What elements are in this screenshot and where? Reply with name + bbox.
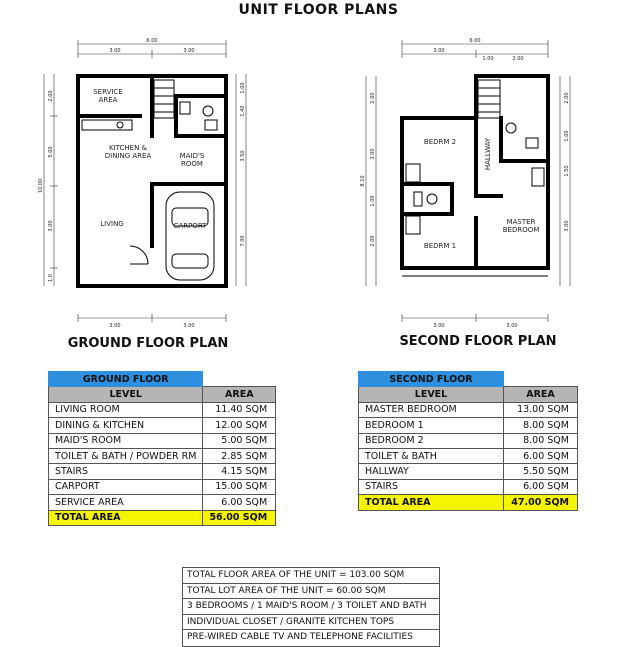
dim-left-4: 1.0: [48, 274, 54, 282]
room-maids-line1: MAID'S: [179, 152, 205, 160]
ground-col-area: AREA: [203, 387, 276, 402]
ground-col-level: LEVEL: [49, 387, 203, 402]
table-row: BEDROOM 2 8.00 SQM: [359, 433, 578, 448]
dim-left-3: 3.00: [48, 220, 54, 232]
table-row: HALLWAY 5.50 SQM: [359, 464, 578, 479]
second-floor-plan-label: SECOND FLOOR PLAN: [399, 334, 557, 349]
dim-right-4-2: 3.00: [564, 220, 570, 232]
table-row: STAIRS 4.15 SQM: [49, 464, 276, 479]
dim-bottom-left: 3.00: [109, 323, 121, 329]
dim-top-right: 3.00: [183, 48, 195, 54]
second-floor-table: [358, 371, 578, 511]
car-icon: [166, 192, 214, 280]
table-row: LIVING ROOM 11.40 SQM: [49, 402, 276, 417]
dim-right-3-2: 1.50: [564, 165, 570, 177]
table-row: MASTER BEDROOM 13.00 SQM: [359, 402, 578, 417]
ground-floor-plan: [30, 36, 260, 336]
page-title: UNIT FLOOR PLANS: [238, 2, 399, 18]
dim-right-1-2: 2.00: [564, 92, 570, 104]
dim-left-total-2: 8.10: [360, 175, 366, 187]
summary-line: INDIVIDUAL CLOSET / GRANITE KITCHEN TOPS: [183, 615, 439, 631]
room-bedroom-2: BEDRM 2: [423, 138, 457, 146]
dim-top-mid-2: 1.00: [482, 56, 494, 62]
ground-floor-plan-label: GROUND FLOOR PLAN: [67, 336, 229, 351]
table-row: MAID'S ROOM 5.00 SQM: [49, 433, 276, 448]
table-row: BEDROOM 1 8.00 SQM: [359, 418, 578, 433]
dim-left-4-2: 2.00: [370, 235, 376, 247]
summary-line: PRE-WIRED CABLE TV AND TELEPHONE FACILITIES: [187, 632, 413, 643]
room-master-line1: MASTER: [506, 218, 536, 226]
ground-total-row: TOTAL AREA 56.00 SQM: [49, 510, 276, 525]
summary-line: TOTAL FLOOR AREA OF THE UNIT = 103.00 SQM: [183, 568, 439, 584]
summary-line: TOTAL LOT AREA OF THE UNIT = 60.00 SQM: [183, 584, 439, 600]
table-row: DINING & KITCHEN 12.00 SQM: [49, 418, 276, 433]
dim-left-1: 2.00: [48, 90, 54, 102]
second-total-row: TOTAL AREA 47.00 SQM: [359, 495, 578, 510]
summary-box: [182, 567, 440, 647]
dim-left-total: 10.00: [38, 178, 44, 194]
table-row: STAIRS 6.00 SQM: [359, 479, 578, 494]
dim-left-2-2: 3.00: [370, 148, 376, 160]
room-maids-line2: ROOM: [181, 160, 203, 168]
dim-right-3: 3.50: [240, 150, 246, 162]
room-living: LIVING: [100, 220, 124, 228]
table-row: CARPORT 15.00 SQM: [49, 479, 276, 494]
room-hallway: HALLWAY: [484, 137, 492, 171]
room-master-line2: BEDROOM: [502, 226, 540, 234]
dim-right-4: 7.00: [240, 235, 246, 247]
second-col-area: AREA: [504, 387, 578, 402]
dim-top-left: 3.00: [109, 48, 121, 54]
second-floor-section-header: SECOND FLOOR: [359, 372, 504, 387]
dim-left-2: 5.00: [48, 146, 54, 158]
table-row: SERVICE AREA 6.00 SQM: [49, 495, 276, 510]
table-row: TOILET & BATH 6.00 SQM: [359, 448, 578, 463]
room-bedroom-1: BEDRM 1: [423, 242, 457, 250]
dim-top-total: 6.00: [146, 38, 158, 44]
dim-right-2-2: 1.00: [564, 130, 570, 142]
dim-right-2: 1.40: [240, 105, 246, 117]
dim-top-right-2: 2.00: [512, 56, 524, 62]
dim-bottom-right: 3.00: [183, 323, 195, 329]
dim-bottom-left-2: 3.00: [433, 323, 445, 329]
table-row: TOILET & BATH / POWDER RM 2.85 SQM: [49, 448, 276, 463]
dim-bottom-right-2: 3.00: [506, 323, 518, 329]
dim-top-left-2: 3.00: [433, 48, 445, 54]
dim-left-1-2: 2.00: [370, 92, 376, 104]
dim-right-1: 1.00: [240, 82, 246, 94]
room-carport: CARPORT: [173, 222, 207, 230]
summary-line: 3 BEDROOMS / 1 MAID'S ROOM / 3 TOILET AND BATH: [183, 599, 439, 615]
ground-floor-table: [48, 371, 276, 526]
dim-top-total-2: 6.00: [469, 38, 481, 44]
second-col-level: LEVEL: [359, 387, 504, 402]
second-floor-plan: [356, 36, 586, 336]
room-kitchen-line1: KITCHEN &: [108, 144, 148, 152]
room-service-area-line2: AREA: [98, 96, 118, 104]
room-service-area-line1: SERVICE: [93, 88, 123, 96]
room-kitchen-line2: DINING AREA: [104, 152, 152, 160]
ground-floor-section-header: GROUND FLOOR: [49, 372, 203, 387]
dim-left-3-2: 1.00: [370, 195, 376, 207]
